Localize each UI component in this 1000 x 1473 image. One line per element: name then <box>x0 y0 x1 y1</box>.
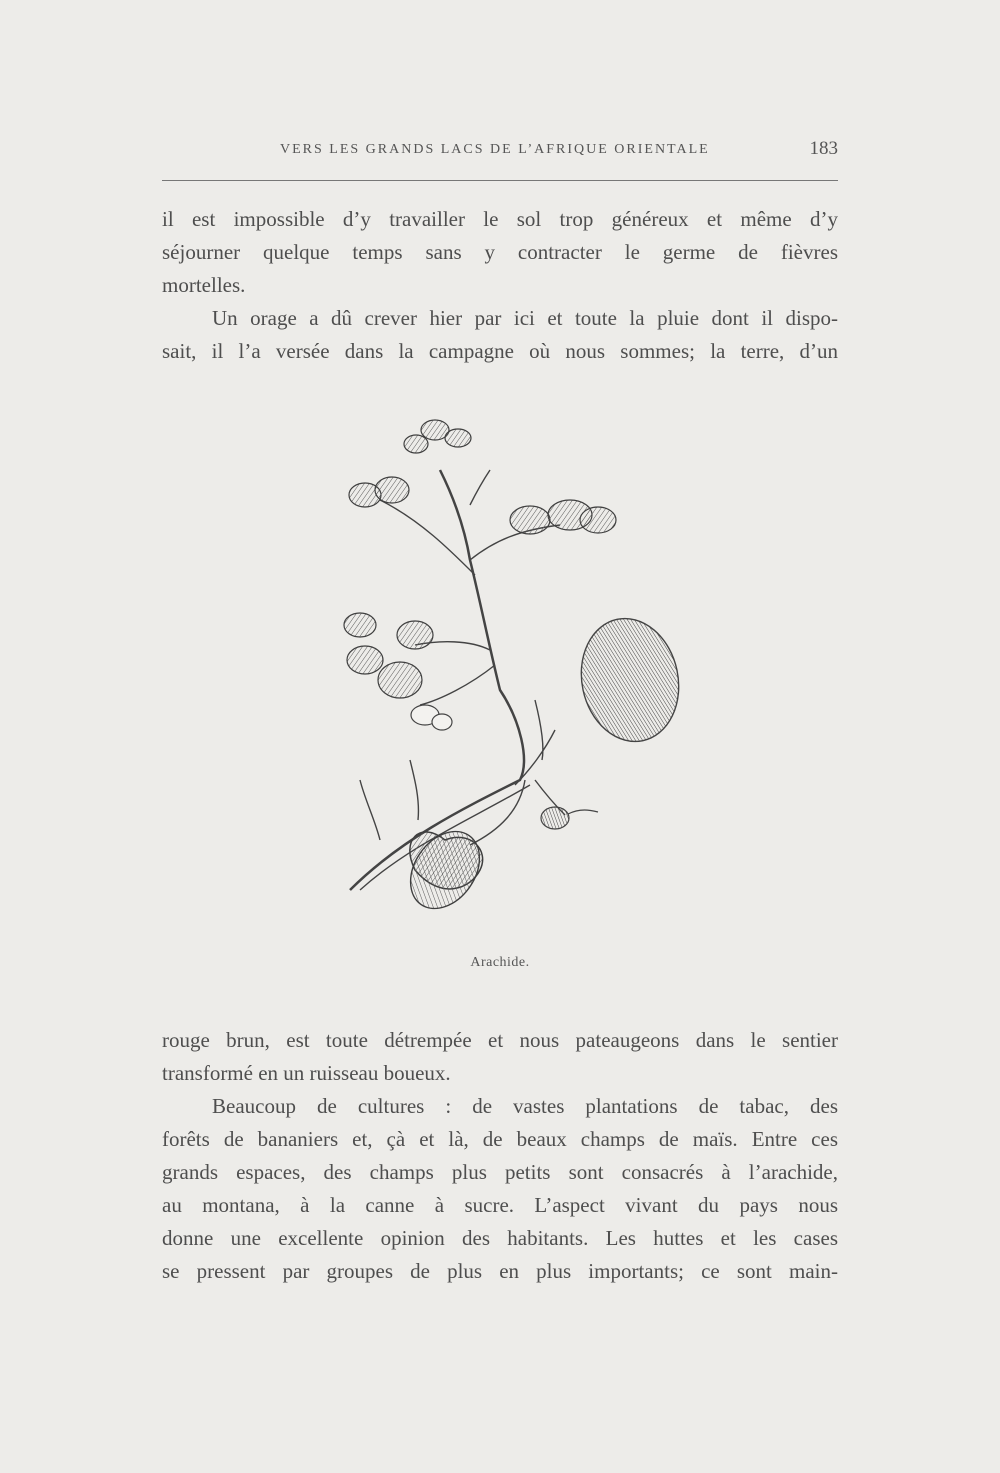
text-line: mortelles. <box>162 273 246 297</box>
text-line: transformé en un ruisseau boueux. <box>162 1061 451 1085</box>
page-number: 183 <box>809 138 838 159</box>
running-title: VERS LES GRANDS LACS DE L’AFRIQUE ORIENTALE <box>280 142 710 157</box>
text-line: donne une excellente opinion des habitants. Les huttes et les cases <box>162 1226 838 1250</box>
text-line: il est impossible d’y travailler le sol trop généreux et même d’y <box>162 207 838 231</box>
text-line: rouge brun, est toute détrempée et nous pateaugeons dans le sentier <box>162 1028 838 1052</box>
text-line: Beaucoup de cultures : de vastes plantations de tabac, des <box>212 1094 838 1118</box>
text-line: séjourner quelque temps sans y contracter le germe de fièvres <box>162 240 838 264</box>
peanut-plant-illustration <box>320 400 700 910</box>
text-line: forêts de bananiers et, çà et là, de beaux champs de maïs. Entre ces <box>162 1127 838 1151</box>
text-line: se pressent par groupes de plus en plus importants; ce sont main- <box>162 1259 838 1283</box>
text-line: Un orage a dû crever hier par ici et toute la pluie dont il dispo- <box>212 306 838 330</box>
page-header <box>162 138 838 168</box>
figure-caption: Arachide. <box>470 955 530 970</box>
body-text-top <box>162 203 838 368</box>
header-rule <box>162 180 838 181</box>
text-line: au montana, à la canne à sucre. L’aspect vivant du pays nous <box>162 1193 838 1217</box>
text-line: sait, il l’a versée dans la campagne où nous sommes; la terre, d’un <box>162 339 838 363</box>
body-text-bottom <box>162 1024 838 1288</box>
text-line: grands espaces, des champs plus petits sont consacrés à l’arachide, <box>162 1160 838 1184</box>
